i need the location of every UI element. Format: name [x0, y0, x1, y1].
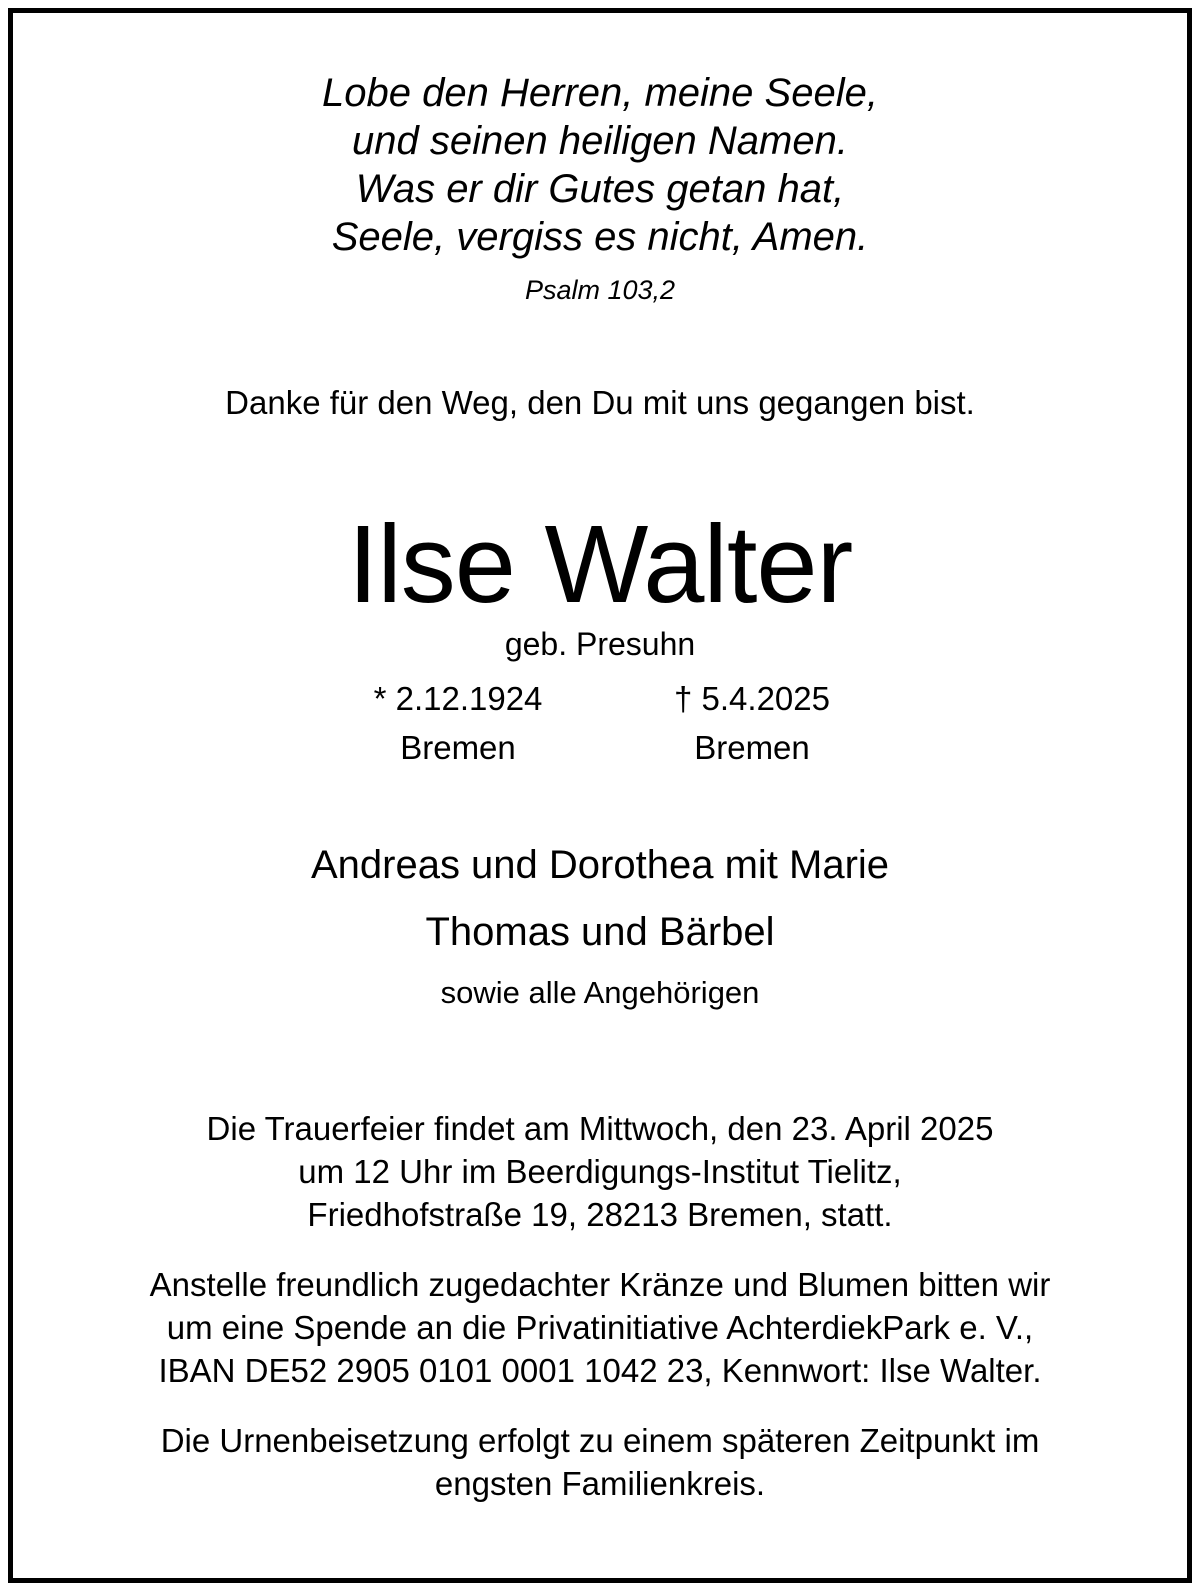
- donation-line-1: Anstelle freundlich zugedachter Kränze und Blumen bitten wir: [149, 1266, 1051, 1303]
- mourners-line-2: Thomas und Bärbel: [425, 910, 775, 954]
- thanks-line: Danke für den Weg, den Du mit uns gegangen bist.: [225, 384, 975, 421]
- death-date: † 5.4.2025: [674, 680, 830, 717]
- burial-line-2: engsten Familienkreis.: [434, 1465, 766, 1502]
- deceased-name: Ilse Walter: [347, 503, 853, 626]
- funeral-line-1: Die Trauerfeier findet am Mittwoch, den 23. April 2025: [206, 1110, 994, 1147]
- verse-reference: Psalm 103,2: [524, 275, 676, 305]
- maiden-name: geb. Presuhn: [504, 626, 696, 662]
- verse-line-2: und seinen heiligen Namen.: [352, 119, 848, 163]
- verse-line-4: Seele, vergiss es nicht, Amen.: [331, 215, 869, 259]
- donation-line-2: um eine Spende an die Privatinitiative AchterdiekPark e. V.,: [166, 1309, 1034, 1346]
- funeral-line-3: Friedhofstraße 19, 28213 Bremen, statt.: [307, 1196, 893, 1233]
- burial-line-1: Die Urnenbeisetzung erfolgt zu einem späteren Zeitpunkt im: [160, 1422, 1040, 1459]
- verse-line-1: Lobe den Herren, meine Seele,: [322, 71, 878, 115]
- donation-line-3: IBAN DE52 2905 0101 0001 1042 23, Kennwort: Ilse Walter.: [158, 1352, 1042, 1389]
- death-place: Bremen: [694, 729, 810, 766]
- verse-line-3: Was er dir Gutes getan hat,: [355, 167, 845, 211]
- birth-date: * 2.12.1924: [373, 680, 543, 717]
- birth-place: Bremen: [400, 729, 516, 766]
- mourners-line-1: Andreas und Dorothea mit Marie: [310, 843, 890, 887]
- funeral-line-2: um 12 Uhr im Beerdigungs-Institut Tielitz,: [298, 1153, 902, 1190]
- relatives-line: sowie alle Angehörigen: [440, 975, 760, 1010]
